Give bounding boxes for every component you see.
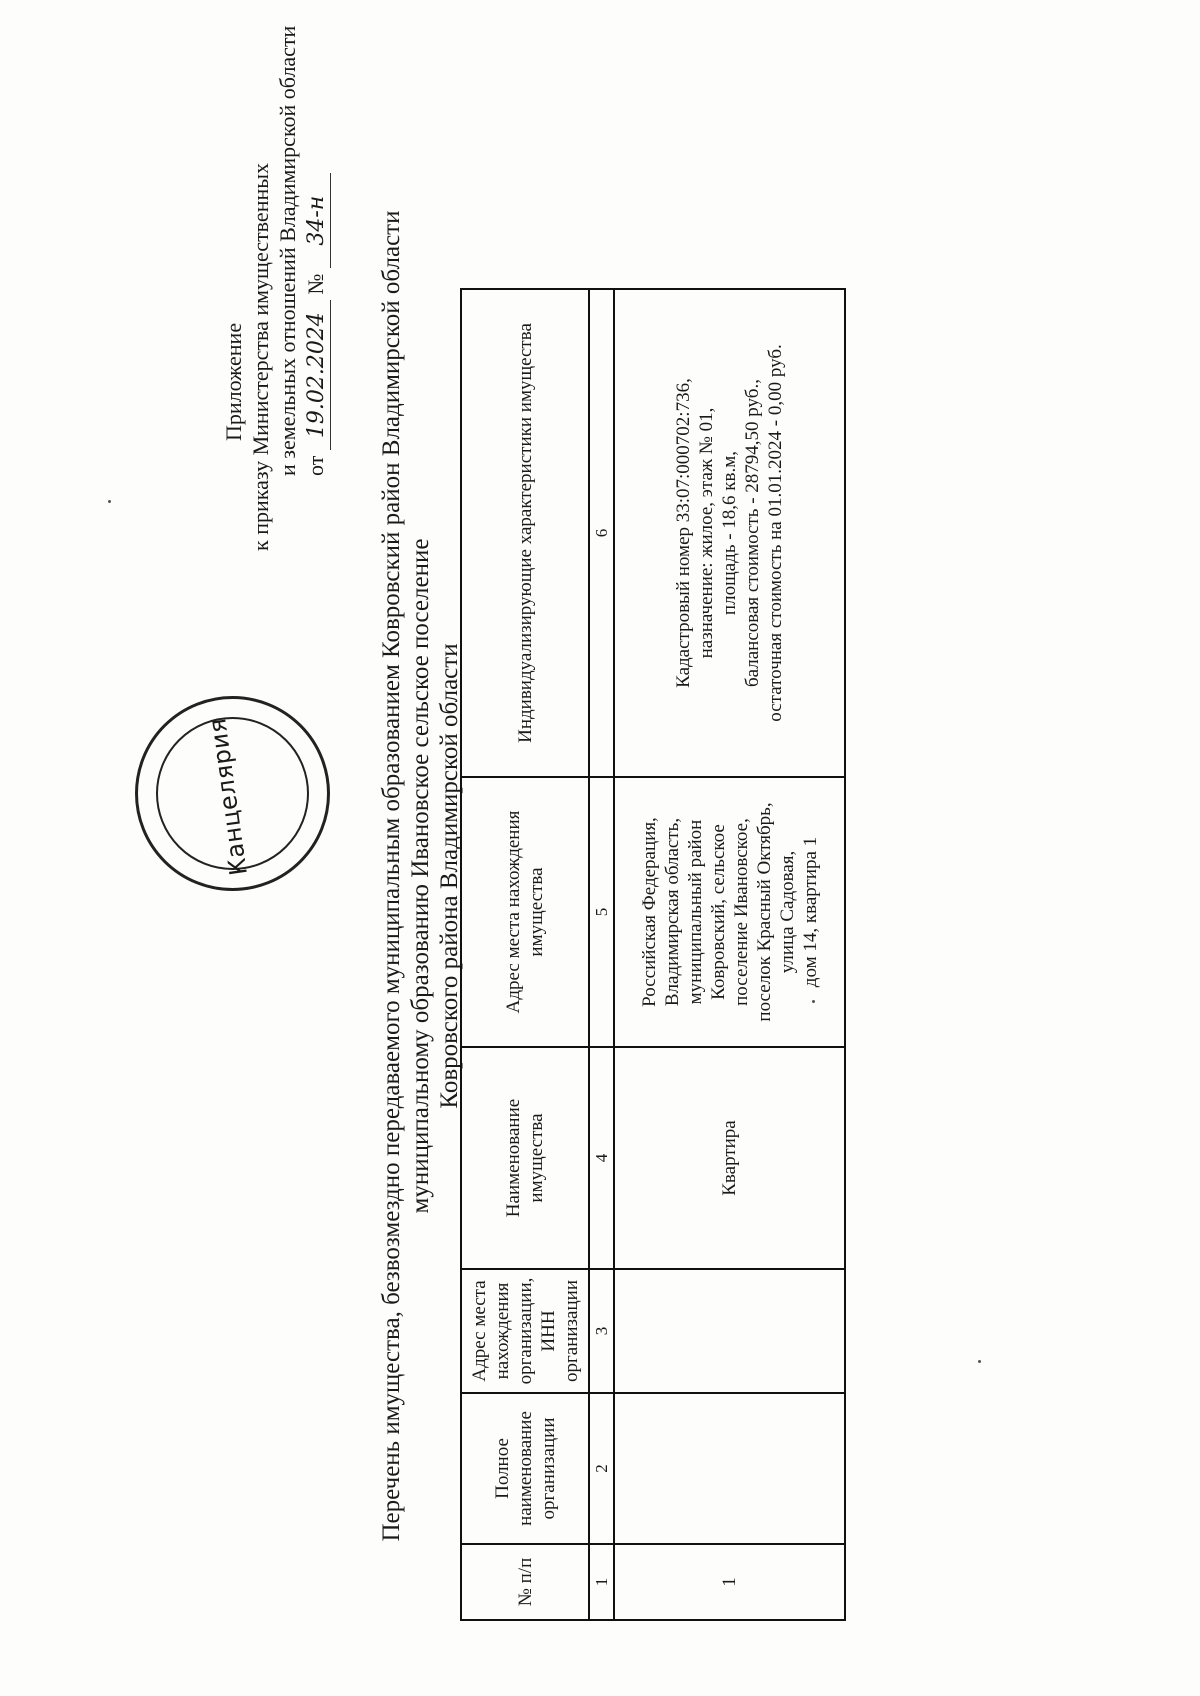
column-number-row [589,289,614,1620]
address-line: поселение Ивановское, [730,818,752,1006]
stamp-center-text: Канцелярия [203,716,253,878]
header-cell-org-name: Полное наименование организации [461,1393,589,1544]
document-title-line-2: муниципальному образованию Ивановское сельское поселение [407,538,434,1214]
header-cell-property-name: Наименование имущества [461,1047,589,1269]
address-line: Владимирская область, [661,817,683,1007]
column-number-cell: 5 [589,777,614,1047]
property-name-cell: Квартира [614,1047,845,1269]
org-name-cell [614,1393,845,1544]
characteristics-cell [614,289,845,777]
rotated-landscape-page [0,15,1200,1681]
column-number-cell: 2 [589,1393,614,1544]
document-title-line-1: Перечень имущества, безвозмездно передаваемого муниципальным образованием Ковровский район Владимирской области [378,210,405,1542]
header-cell-org-address: Адрес места нахождения организации, ИНН организации [461,1269,589,1393]
appendix-date-number-line [302,173,331,476]
office-stamp [135,696,330,891]
handwritten-order-number: 34-н [303,173,331,268]
characteristic-line: остаточная стоимость на 01.01.2024 - 0,00 руб. [765,344,786,722]
appendix-order-line: к приказу Министерства имущественных [248,162,273,551]
characteristic-line: назначение: жилое, этаж № 01, [696,407,717,659]
column-number-cell: 4 [589,1047,614,1269]
table-row [614,289,845,1620]
document-title [377,161,464,1591]
number-prefix: № [303,273,328,295]
address-line: поселок Красный Октябрь, [753,802,775,1022]
handwritten-order-date: 19.02.2024 [303,300,331,450]
table-header-row [461,289,589,1620]
document-title-line-3: Ковровского района Владимирской области [436,643,463,1109]
column-number-cell: 3 [589,1269,614,1393]
address-line: дом 14, квартира 1 [799,836,821,988]
address-line: Ковровский, сельское [707,824,729,1000]
org-address-cell [614,1269,845,1393]
date-prefix: от [303,455,328,476]
characteristic-line: Кадастровый номер 33:07:000702:736, [673,378,694,688]
characteristic-line: площадь - 18,6 кв.м, [719,450,740,616]
address-line: Российская Федерация, [638,817,660,1007]
address-line: муниципальный район [684,819,706,1005]
header-cell-number: № п/п [461,1544,589,1620]
header-cell-property-address: Адрес места нахождения имущества [461,777,589,1047]
column-number-cell: 1 [589,1544,614,1620]
property-address-cell [614,777,845,1047]
appendix-ministry-line: и земельных отношений Владимирской области [275,25,300,476]
property-table [460,288,846,1621]
row-number-cell: 1 [614,1544,845,1620]
column-number-cell: 6 [589,289,614,777]
header-cell-characteristics: Индивидуализирующие характеристики имущества [461,289,589,777]
address-line: улица Садовая, [776,850,798,974]
appendix-title: Приложение [221,322,246,441]
characteristic-line: балансовая стоимость - 28794,50 руб., [742,379,763,687]
